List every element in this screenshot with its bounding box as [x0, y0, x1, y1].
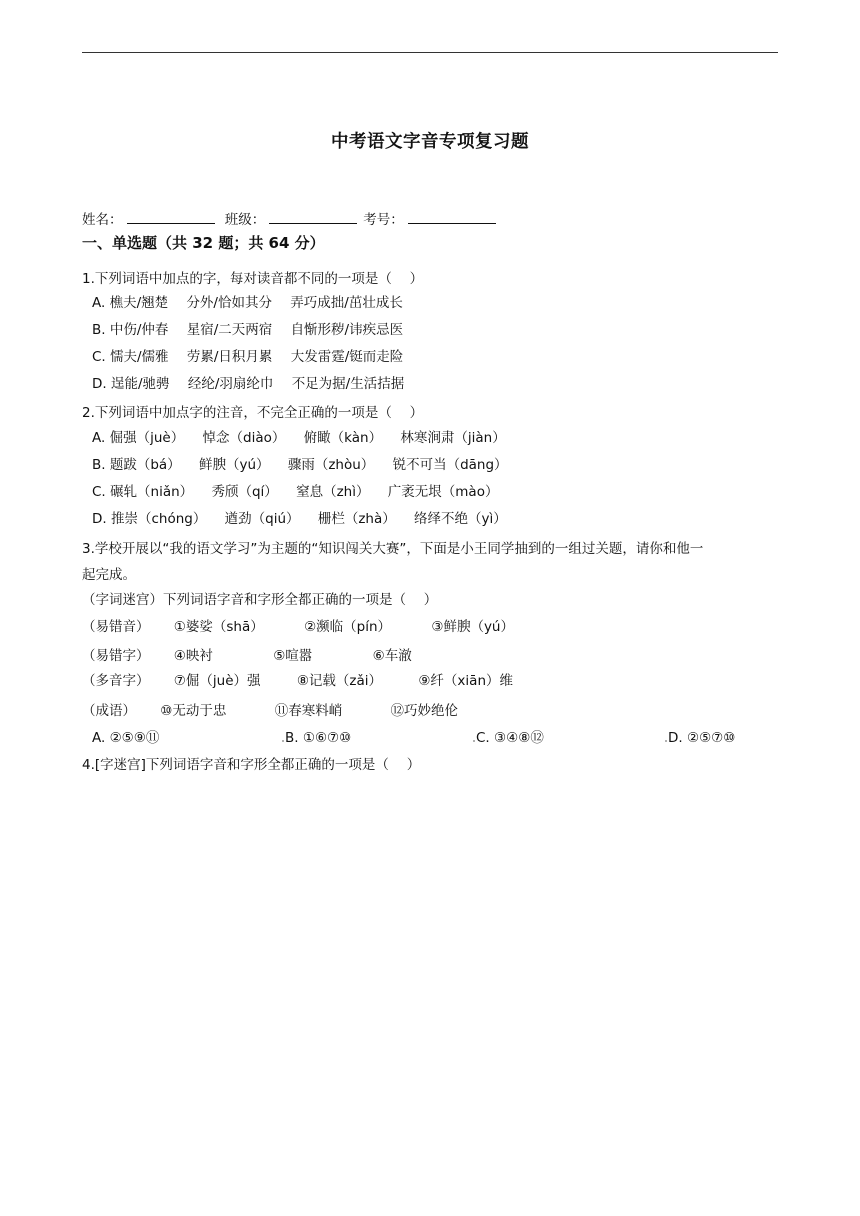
q1-b-item-2: 星宿/二天两宿 [186, 322, 273, 338]
q3-row1-label: （易错音） [82, 619, 150, 635]
q3-choice-c[interactable]: C. ③④⑧⑫ [476, 730, 544, 746]
q2-c-item-3: 窒息（zhì） [296, 484, 370, 500]
q1-d-item-2: 经纶/羽扇纶巾 [187, 376, 274, 392]
q1-d-item-1: D. 逞能/驰骋 [92, 376, 170, 392]
q1-b-item-3: 自惭形秽/讳疾忌医 [290, 322, 404, 338]
q2-d-item-4: 络绎不绝（yì） [414, 511, 507, 527]
name-label: 姓名： [82, 212, 123, 228]
name-blank[interactable] [127, 209, 215, 224]
q2-b-item-4: 锐不可当（dāng） [392, 457, 508, 473]
q2-option-a[interactable] [92, 428, 506, 448]
q3-row4-label: （成语） [82, 703, 136, 719]
q2-option-b[interactable] [92, 455, 508, 475]
q2-stem: 2.下列词语中加点字的注音，不完全正确的一项是（ ） [82, 405, 424, 421]
q2-a-item-1: A. 倔强（juè） [92, 430, 185, 446]
q1-stem: 1.下列词语中加点的字，每对读音都不同的一项是（ ） [82, 271, 424, 287]
q3-row1-item-3: ③鲜腴（yú） [431, 619, 514, 635]
q3-stem-line-1: 3.学校开展以“我的语文学习”为主题的“知识闯关大赛”，下面是小王同学抽到的一组过关题，请你和他一 [82, 541, 704, 557]
q3-choice-a[interactable]: A. ②⑤⑨⑪ [92, 730, 160, 746]
q1-d-item-3: 不足为据/生活拮据 [291, 376, 405, 392]
header-rule [82, 52, 778, 53]
q3-row-easy-sound [82, 617, 514, 637]
q2-a-item-3: 俯瞰（kàn） [303, 430, 383, 446]
q3-row-polyphone [82, 671, 513, 691]
choice-marker [665, 740, 667, 742]
id-blank[interactable] [408, 209, 496, 224]
q4-stem: 4.[字迷宫]下列词语字音和字形全都正确的一项是（ ） [82, 757, 421, 773]
q3-row2-item-2: ⑤喧嚣 [273, 648, 313, 664]
q1-option-d[interactable] [92, 374, 404, 394]
q3-row2-label: （易错字） [82, 648, 150, 664]
q1-c-item-3: 大发雷霆/铤而走险 [290, 349, 404, 365]
choice-marker [473, 740, 475, 742]
q1-a-item-1: A. 樵夫/翘楚 [92, 295, 169, 311]
q3-choice-b[interactable]: B. ①⑥⑦⑩ [285, 730, 352, 746]
q2-option-c[interactable] [92, 482, 498, 502]
q1-a-item-2: 分外/恰如其分 [186, 295, 272, 311]
q3-row4-item-3: ⑫巧妙绝伦 [390, 703, 458, 719]
q1-option-a[interactable] [92, 293, 403, 313]
q1-c-item-2: 劳累/日积月累 [186, 349, 273, 365]
q2-b-item-3: 骤雨（zhòu） [287, 457, 375, 473]
q2-d-item-3: 栅栏（zhà） [317, 511, 396, 527]
page-title: 中考语文字音专项复习题 [331, 132, 529, 152]
q1-c-item-1: C. 懦夫/儒雅 [92, 349, 169, 365]
q3-row4-item-2: ⑪春寒料峭 [274, 703, 343, 719]
q3-choice-d[interactable]: D. ②⑤⑦⑩ [668, 730, 736, 746]
class-label: 班级： [224, 212, 266, 228]
q3-row1-item-2: ②濒临（pín） [304, 619, 392, 635]
q2-c-item-4: 广袤无垠（mào） [387, 484, 499, 500]
section-heading: 一、单选题（共 32 题；共 64 分） [82, 234, 325, 252]
q3-row1-item-1: ①婆娑（shā） [173, 619, 264, 635]
q2-option-d[interactable] [92, 509, 507, 529]
q3-row3-label: （多音字） [82, 673, 150, 689]
q2-b-item-2: 鲜腴（yú） [198, 457, 270, 473]
q1-option-b[interactable] [92, 320, 403, 340]
q2-b-item-1: B. 题跋（bá） [92, 457, 181, 473]
student-info-line [82, 209, 502, 230]
q2-d-item-1: D. 推崇（chóng） [92, 511, 207, 527]
q3-row-idiom [82, 701, 458, 721]
q1-a-item-3: 弄巧成拙/茁壮成长 [290, 295, 403, 311]
q1-option-c[interactable] [92, 347, 403, 367]
q3-row3-item-3: ⑨纤（xiān）维 [418, 673, 513, 689]
choice-marker [282, 740, 284, 742]
q2-a-item-2: 悼念（diào） [202, 430, 286, 446]
q2-c-item-2: 秀颀（qí） [211, 484, 278, 500]
id-label: 考号： [363, 212, 404, 228]
q3-stem-line-2: 起完成。 [82, 567, 136, 583]
q3-row2-item-3: ⑥车澈 [372, 648, 412, 664]
class-blank[interactable] [269, 209, 357, 224]
q1-b-item-1: B. 中伤/仲春 [92, 322, 169, 338]
q3-row3-item-2: ⑧记载（zǎi） [296, 673, 383, 689]
q3-subheading: （字词迷宫）下列词语字音和字形全都正确的一项是（ ） [82, 592, 438, 608]
q3-row2-item-1: ④映衬 [173, 648, 213, 664]
q2-a-item-4: 林寒涧肃（jiàn） [400, 430, 506, 446]
q3-row4-item-1: ⑩无动于忠 [160, 703, 227, 719]
q2-d-item-2: 遒劲（qiú） [224, 511, 300, 527]
q3-row3-item-1: ⑦倔（juè）强 [173, 673, 261, 689]
q2-c-item-1: C. 碾轧（niǎn） [92, 484, 194, 500]
q3-row-easy-char [82, 646, 412, 666]
